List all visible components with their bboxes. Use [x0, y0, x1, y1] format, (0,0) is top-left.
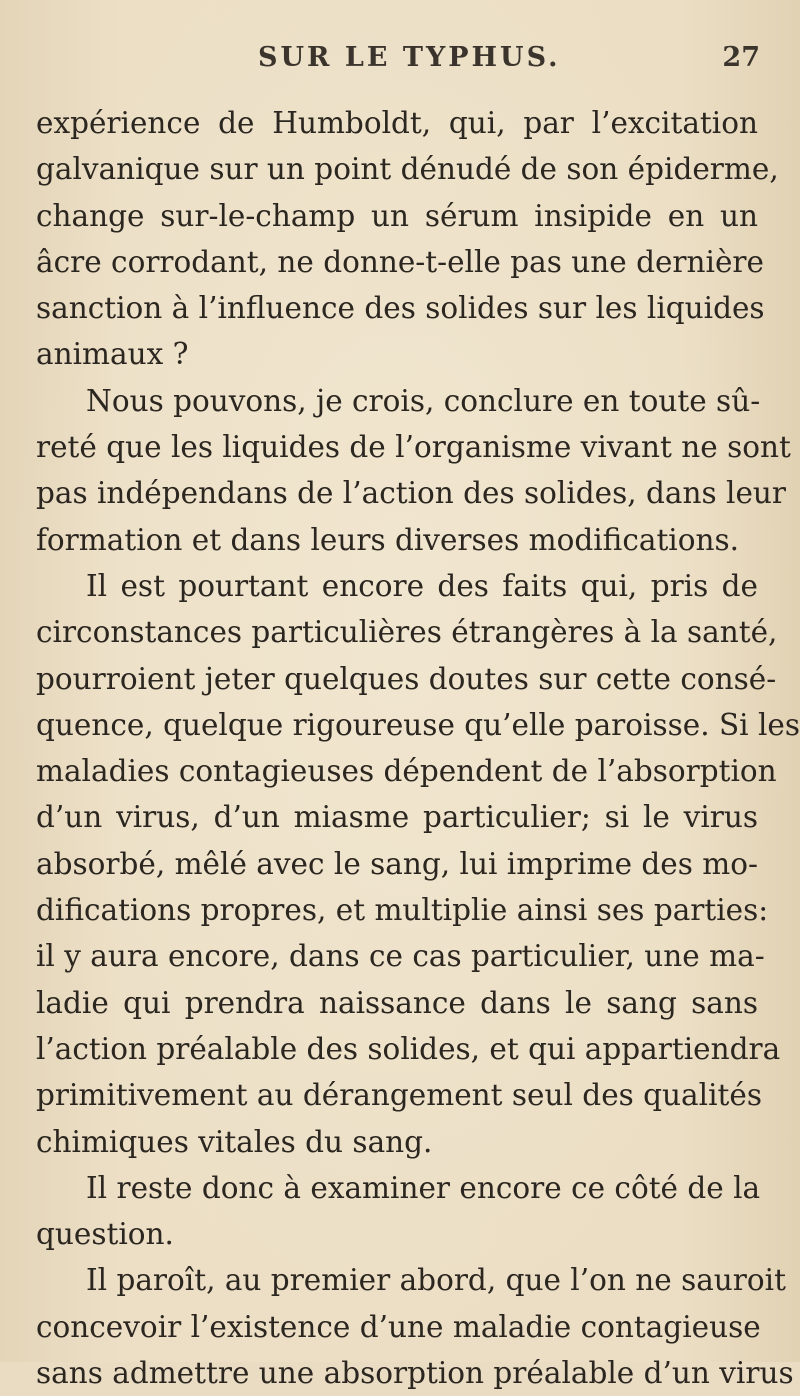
text-line: expérience de Humboldt, qui, par l’excitation — [36, 106, 758, 140]
text-line: d’un virus, d’un miasme particulier; si le virus — [36, 800, 758, 835]
text-line: animaux ? — [36, 337, 189, 372]
text-line: chimiques vitales du sang. — [36, 1124, 433, 1159]
text-line: pas indépendans de l’action des solides, dans leur — [36, 476, 787, 511]
text-line: Nous pouvons, je crois, conclure en toute sû- — [86, 383, 761, 418]
text-line: Il paroît, au premier abord, que l’on ne sauroit — [86, 1263, 786, 1298]
text-line: question. — [36, 1217, 174, 1252]
body-text — [36, 100, 800, 1396]
text-line: absorbé, mêlé avec le sang, lui imprime des mo- — [36, 846, 758, 881]
text-line: quence, quelque rigoureuse qu’elle paroisse. Si les — [36, 707, 800, 742]
text-line: Il reste donc à examiner encore ce côté de la — [86, 1170, 761, 1205]
text-line: Il est pourtant encore des faits qui, pris de — [86, 568, 758, 603]
text-line: concevoir l’existence d’une maladie contagieuse — [36, 1309, 761, 1344]
text-line: l’action préalable des solides, et qui appartiendra — [36, 1031, 781, 1066]
text-line: galvanique sur un point dénudé de son épiderme, — [36, 152, 779, 187]
text-line: formation et dans leurs diverses modifications. — [36, 522, 740, 557]
page-header — [258, 42, 760, 82]
text-line: primitivement au dérangement seul des qualités — [36, 1078, 762, 1113]
text-line: sans admettre une absorption préalable d’un virus — [36, 1356, 794, 1391]
text-line: âcre corrodant, ne donne-t-elle pas une dernière — [36, 244, 764, 279]
page-number: 27 — [722, 42, 760, 73]
text-line: maladies contagieuses dépendent de l’absorption — [36, 754, 777, 789]
text-line: il y aura encore, dans ce cas particulier, une ma- — [36, 939, 765, 974]
text-line: reté que les liquides de l’organisme vivant ne sont — [36, 430, 791, 465]
text-line: change sur-le-champ un sérum insipide en un — [36, 198, 758, 233]
text-line: ladie qui prendra naissance dans le sang sans — [36, 985, 758, 1020]
text-line: sanction à l’influence des solides sur les liquides — [36, 291, 765, 326]
text-line: circonstances particulières étrangères à la santé, — [36, 615, 778, 650]
text-line: pourroient jeter quelques doutes sur cette consé- — [36, 661, 777, 696]
text-line: difications propres, et multiplie ainsi ses parties: — [36, 893, 769, 928]
running-title: SUR LE TYPHUS. — [258, 42, 561, 73]
